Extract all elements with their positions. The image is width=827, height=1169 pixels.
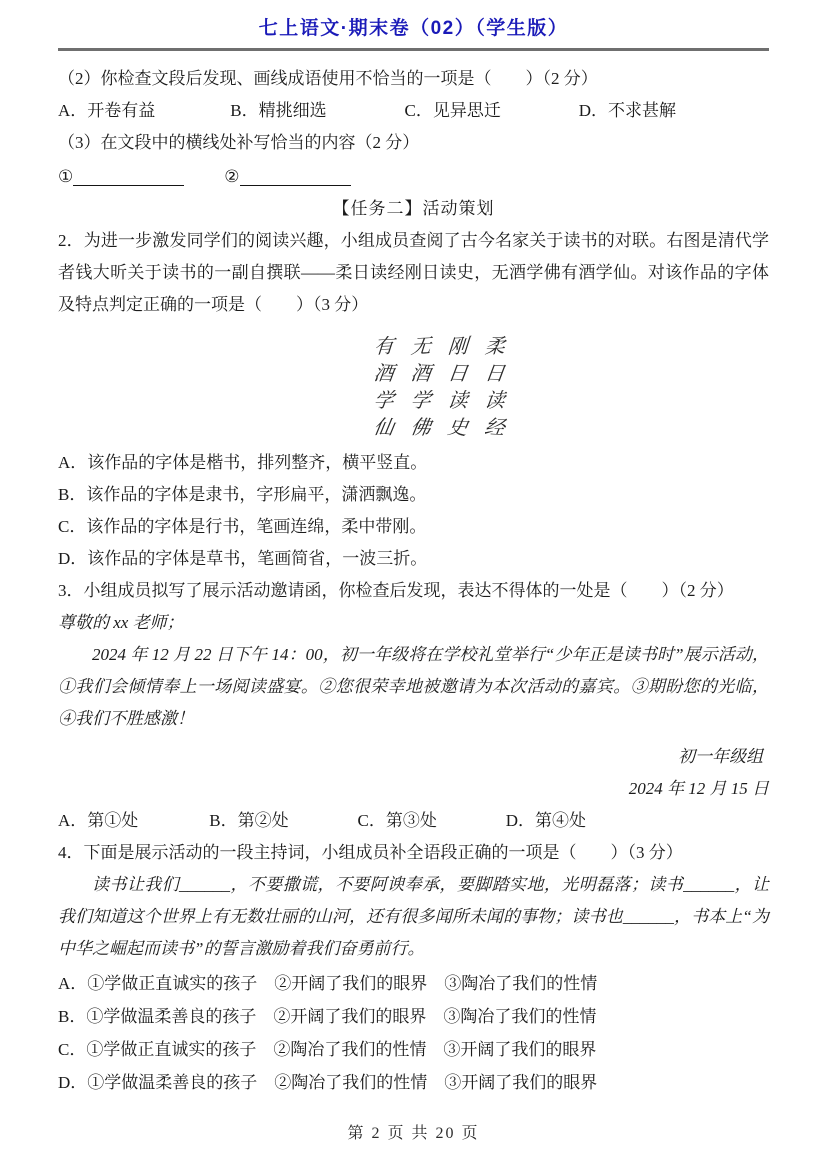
blank-2-line (240, 166, 351, 186)
calligraphy-row (371, 385, 507, 413)
option-d: D．①学做温柔善良的孩子 ②陶冶了我们的性情 ③开阔了我们的眼界 (58, 1073, 598, 1092)
calligraphy-char: 酒 (371, 360, 395, 386)
calligraphy-char: 无 (409, 333, 432, 359)
question-1-2-stem: （2）你检查文段后发现、画线成语使用不恰当的一项是（ ）（2 分） (58, 69, 598, 88)
option-c: C．①学做正直诚实的孩子 ②陶冶了我们的性情 ③开阔了我们的眼界 (58, 1040, 597, 1059)
calligraphy-char: 学 (371, 387, 395, 413)
letter-salutation: 尊敬的 xx 老师； (58, 613, 184, 632)
question-4-passage: 读书让我们______，不要撒谎，不要阿谀奉承，要脚踏实地，光明磊落；读书______，让我们知道这个世界上有无数壮丽的山河，还有很多闻所未闻的事物；读书也______，书本上“为中华之崛起而读书”的誓言激励着我们奋勇前行。 (58, 875, 769, 958)
letter-body: 2024 年 12 月 22 日下午 14：00，初一年级将在学校礼堂举行“少年正是读书时”展示活动，①我们会倾情奉上一场阅读盛宴。②您很荣幸地被邀请为本次活动的嘉宾。③期盼您的光临，④我们不胜感激！ (58, 645, 769, 728)
question-2-stem: 2．为进一步激发同学们的阅读兴趣，小组成员查阅了古今名家关于读书的对联。右图是清代学者钱大昕关于读书的一副自撰联——柔日读经刚日读史，无酒学佛有酒学仙。对该作品的字体及特点判定正确的一项是（ ）（3 分） (58, 231, 769, 314)
calligraphy-char: 仙 (371, 414, 396, 440)
calligraphy-char: 读 (483, 387, 507, 413)
blank-1-label: ① (58, 167, 74, 186)
option-b: B．精挑细选 (230, 101, 327, 120)
option-c: C．第③处 (357, 811, 437, 830)
option-c: C．见异思迁 (404, 101, 501, 120)
calligraphy-char: 酒 (409, 360, 433, 386)
calligraphy-char: 日 (446, 360, 470, 386)
question-3-options (58, 805, 769, 837)
question-4-stem: 4．下面是展示活动的一段主持词，小组成员补全语段正确的一项是（ ）（3 分） (58, 843, 683, 862)
option-c: C．该作品的字体是行书，笔画连绵，柔中带刚。 (58, 517, 427, 536)
question-4-options (58, 967, 769, 1099)
calligraphy-char: 有 (372, 333, 395, 359)
header-divider (58, 48, 769, 51)
calligraphy-char: 佛 (408, 414, 433, 440)
page-header (58, 0, 769, 40)
option-d: D．第④处 (505, 811, 587, 830)
option-b: B．第②处 (209, 811, 289, 830)
calligraphy-char: 刚 (447, 333, 469, 359)
question-3-stem: 3．小组成员拟写了展示活动邀请函，你检查后发现，表达不得体的一处是（ ）（2 分） (58, 581, 734, 600)
calligraphy-char: 柔 (484, 333, 507, 359)
calligraphy-char: 日 (483, 360, 507, 386)
blank-2-label: ② (224, 167, 240, 186)
calligraphy-char: 学 (409, 387, 433, 413)
option-d: D．不求甚解 (578, 101, 677, 120)
exam-title: 七上语文·期末卷（02）（学生版） (258, 18, 569, 39)
calligraphy-char: 经 (483, 414, 508, 440)
calligraphy-row (374, 331, 506, 358)
option-a: A．开卷有益 (58, 101, 156, 120)
calligraphy-row (371, 358, 507, 386)
question-1-3-blanks (58, 161, 769, 193)
calligraphy-row (371, 412, 508, 440)
letter-date: 2024 年 12 月 15 日 (628, 779, 769, 798)
option-a: A．该作品的字体是楷书，排列整齐，横平竖直。 (58, 453, 428, 472)
calligraphy-char: 读 (446, 387, 470, 413)
question-1-2-options (58, 95, 769, 127)
question-1-3-stem: （3）在文段中的横线处补写恰当的内容（2 分） (58, 133, 420, 152)
option-a: A．①学做正直诚实的孩子 ②开阔了我们的眼界 ③陶冶了我们的性情 (58, 974, 598, 993)
blank-1-line (73, 166, 184, 186)
option-a: A．第①处 (58, 811, 139, 830)
letter-signature: 初一年级组 (678, 747, 763, 766)
section-task2-heading: 【任务二】活动策划 (332, 199, 495, 218)
option-d: D．该作品的字体是草书，笔画简省，一波三折。 (58, 549, 428, 568)
option-b: B．①学做温柔善良的孩子 ②开阔了我们的眼界 ③陶冶了我们的性情 (58, 1007, 597, 1026)
option-b: B．该作品的字体是隶书，字形扁平，潇洒飘逸。 (58, 485, 427, 504)
calligraphy-char: 史 (446, 414, 470, 440)
page-number: 第 2 页 共 20 页 (347, 1125, 480, 1142)
calligraphy-couplet-image (371, 331, 508, 440)
